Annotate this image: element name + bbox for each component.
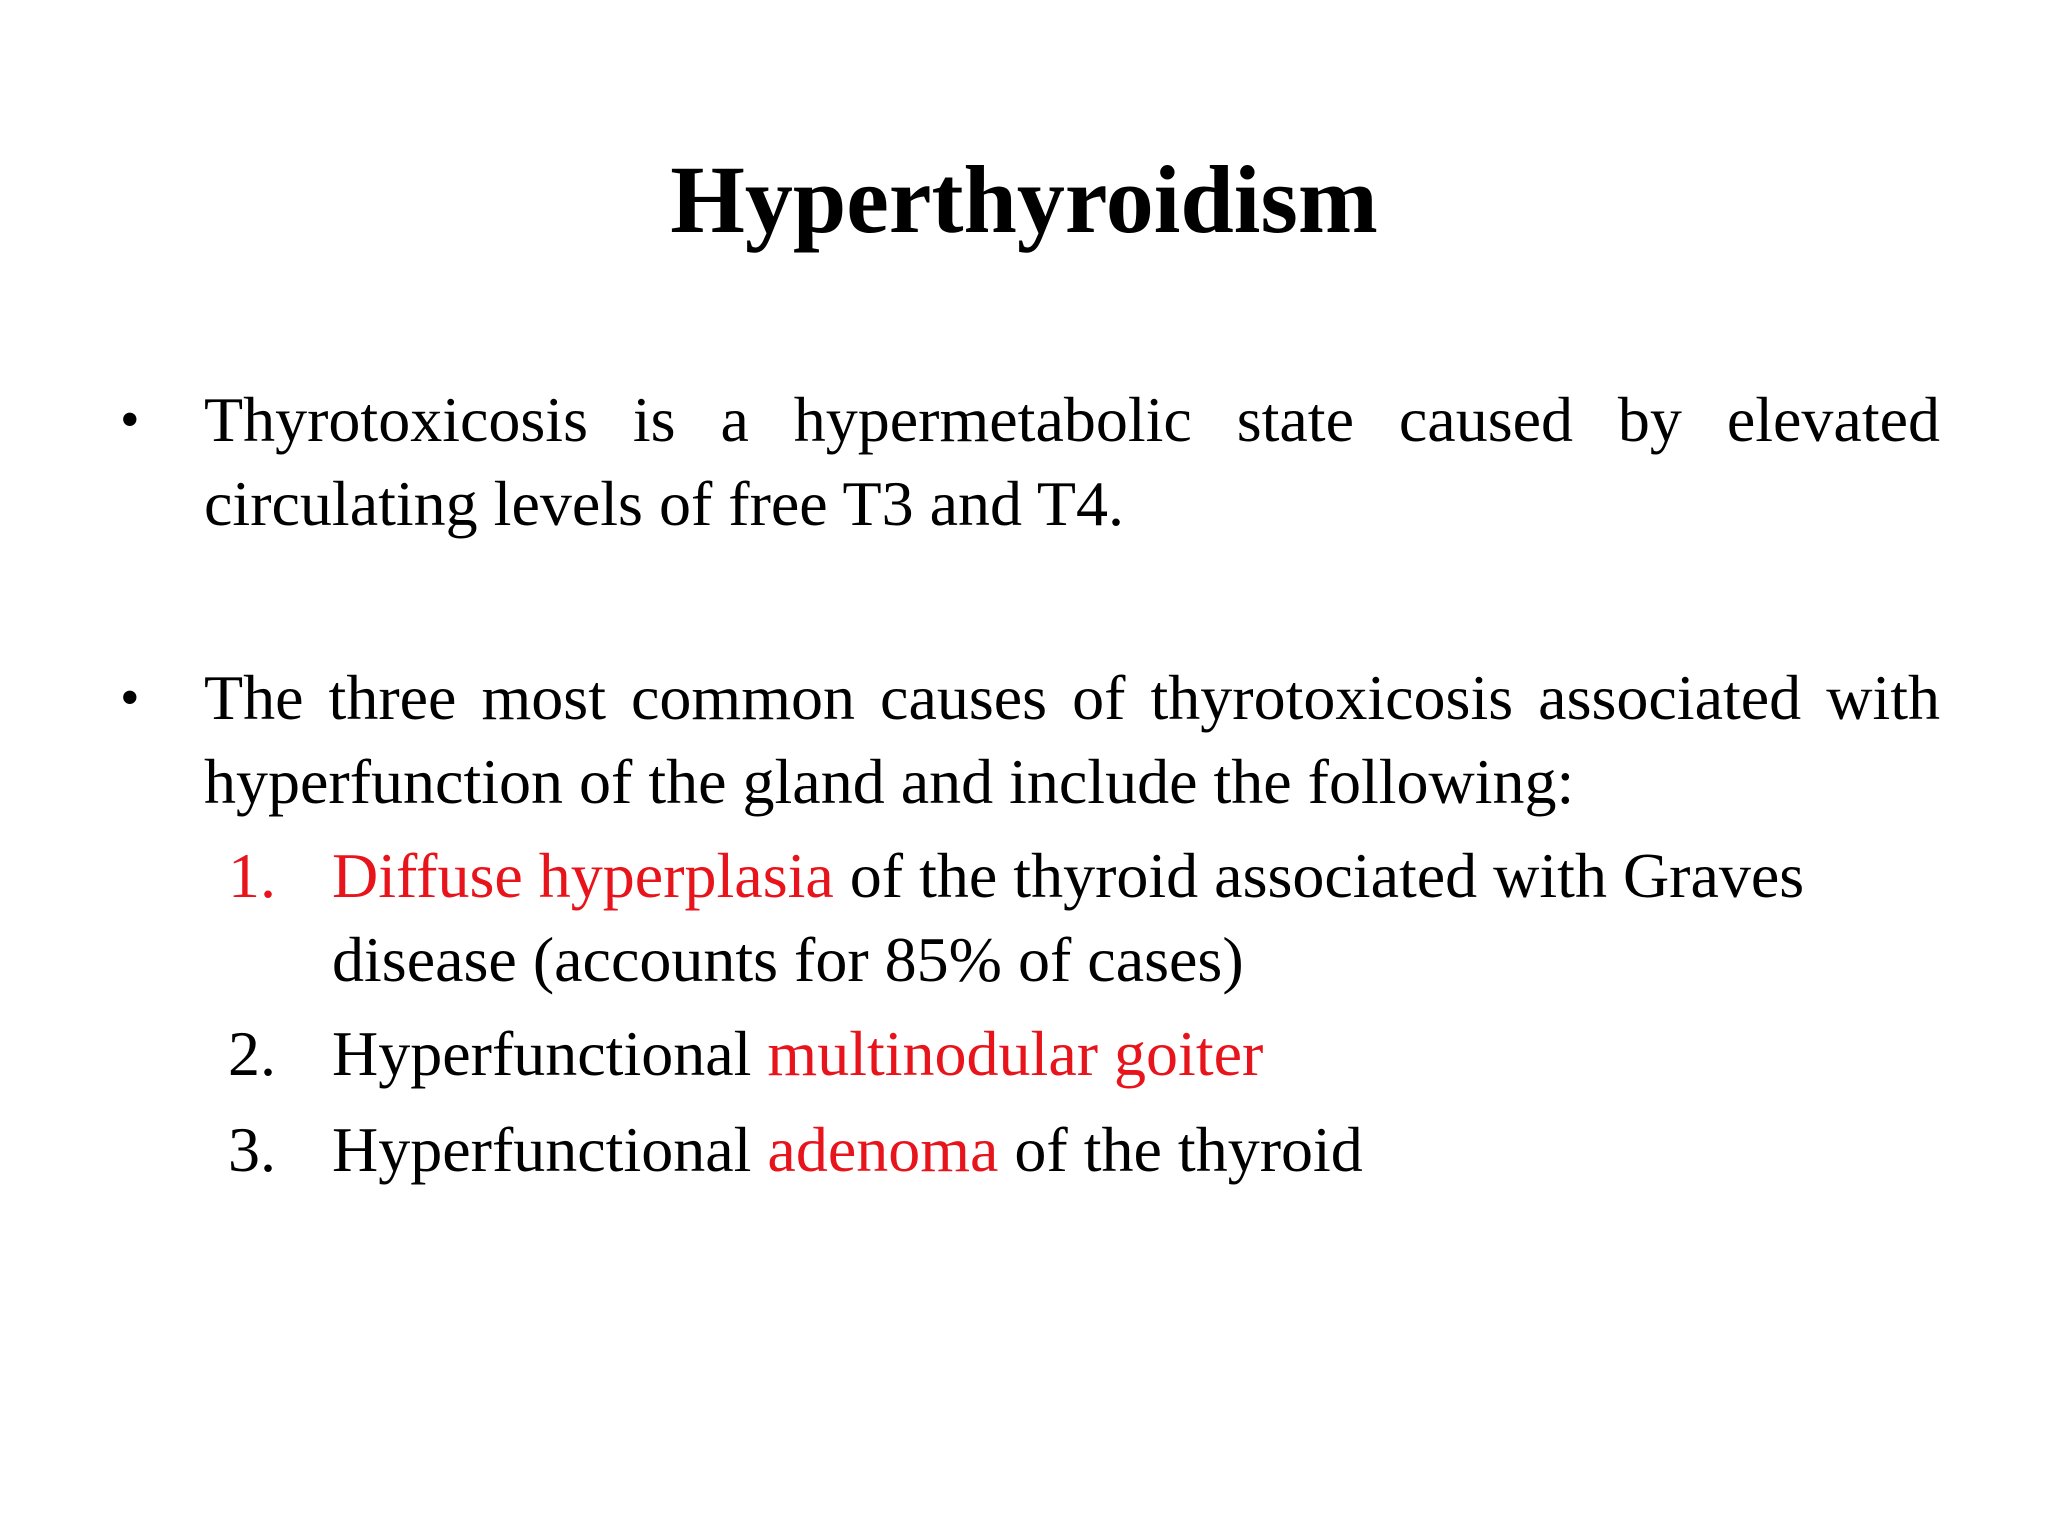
list-item-rest: of the thyroid associated with Graves disease (accounts for 85% of cases) [332, 840, 1805, 995]
list-item-lead: Hyperfunctional [332, 1018, 768, 1089]
bullet-item [120, 378, 1940, 546]
slide-title: Hyperthyroidism [670, 146, 1378, 253]
highlight-text: multinodular goiter [767, 1018, 1264, 1089]
list-item-number: 2. [228, 1018, 276, 1089]
list-item-text [332, 834, 1940, 1002]
list-item [212, 1012, 1940, 1096]
list-item-lead: Hyperfunctional [332, 1114, 768, 1185]
list-item-text [332, 1012, 1940, 1096]
bullet-icon: • [120, 667, 140, 729]
list-item-number: 1. [228, 840, 276, 911]
highlight-text: Diffuse hyperplasia [332, 840, 834, 911]
list-item [212, 1108, 1940, 1192]
highlight-text: adenoma [767, 1114, 999, 1185]
list-item [212, 834, 1940, 1002]
bullet-icon: • [120, 389, 140, 451]
list-item-number: 3. [228, 1114, 276, 1185]
bullet-text: The three most common causes of thyrotoxicosis associated with hyperfunction of the gland and include the following: [204, 662, 1940, 817]
bullet-text: Thyrotoxicosis is a hypermetabolic state caused by elevated circulating levels of free T3 and T4. [204, 384, 1940, 539]
bullet-item [120, 656, 1940, 824]
list-item-text [332, 1108, 1940, 1192]
list-item-rest: of the thyroid [998, 1114, 1363, 1185]
